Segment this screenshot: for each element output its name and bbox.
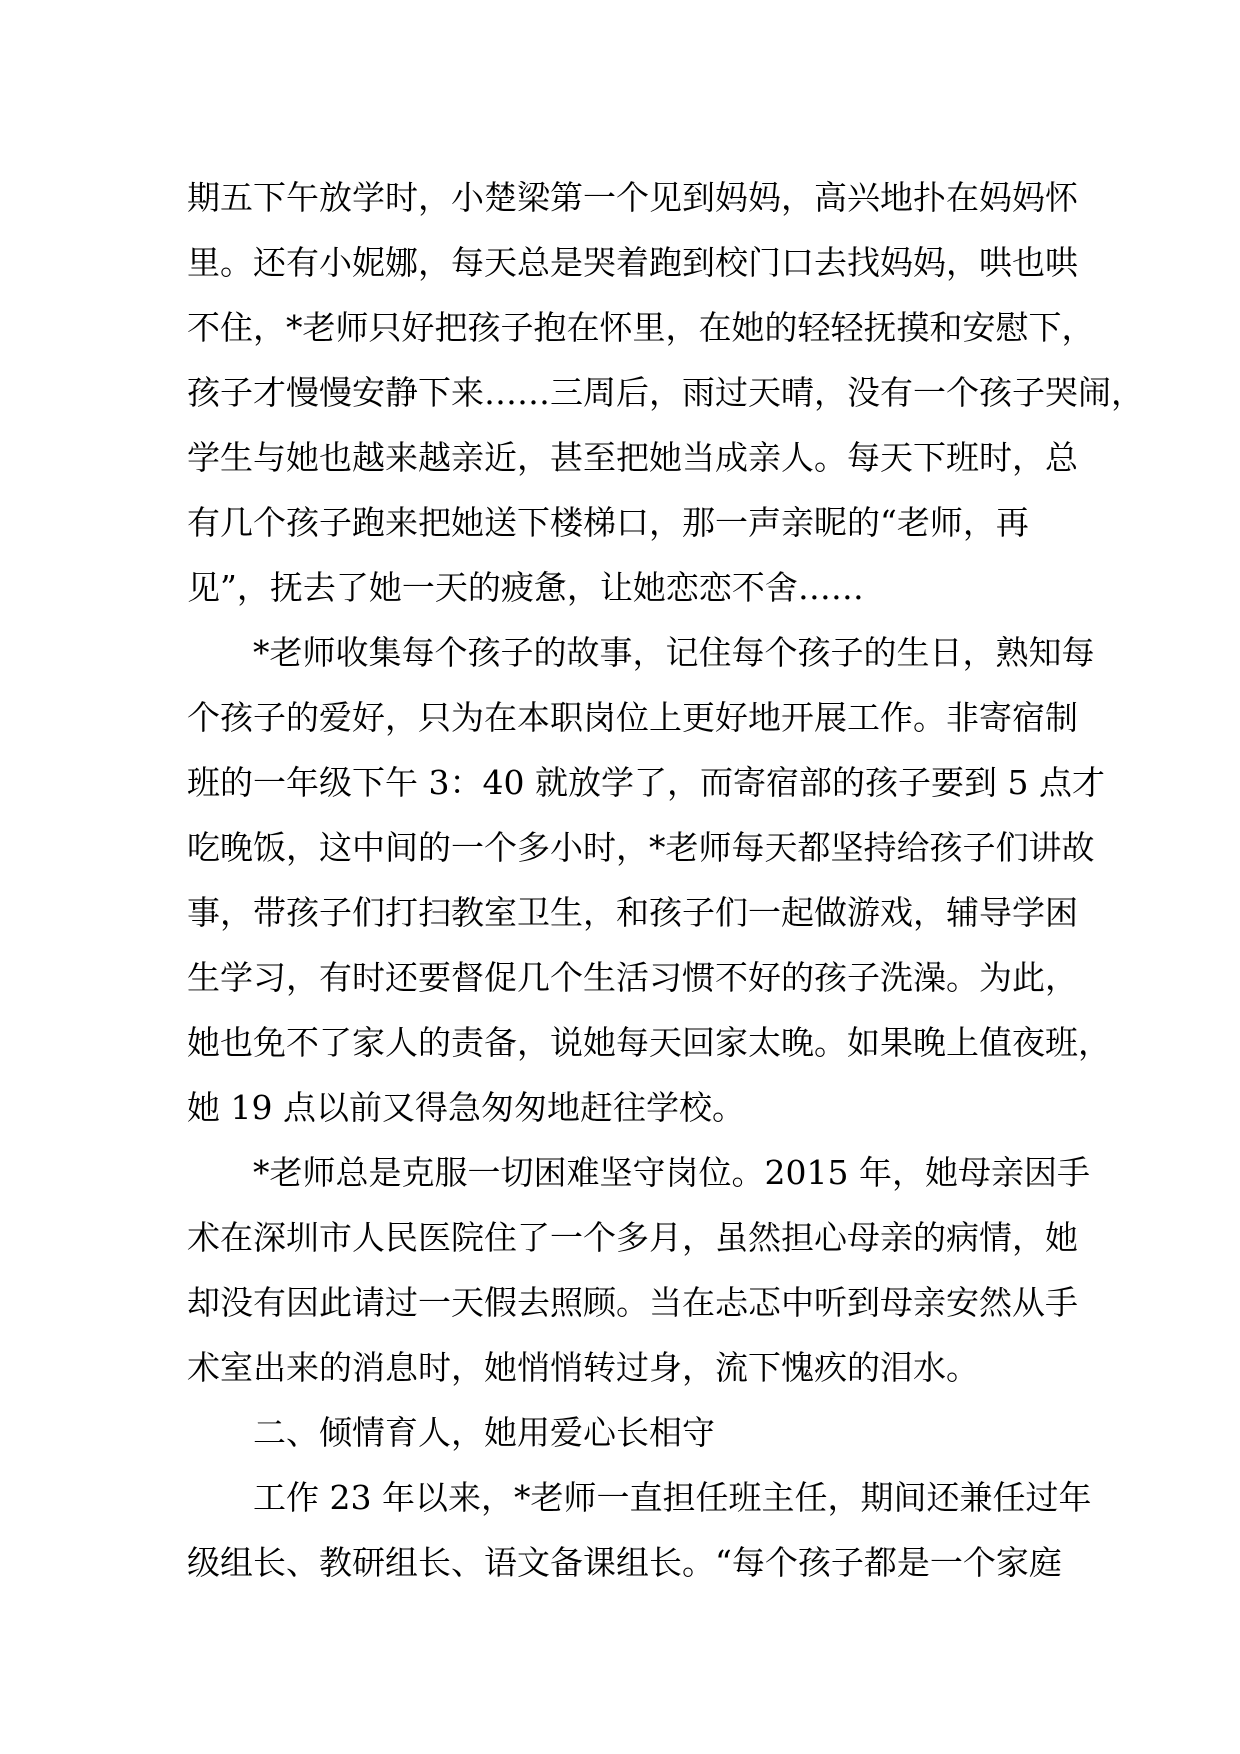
text-line: 孩子才慢慢安静下来……三周后，雨过天晴，没有一个孩子哭闹， (187, 373, 1144, 412)
text-line: 事，带孩子们打扫教室卫生，和孩子们一起做游戏，辅导学困 (187, 893, 1078, 932)
paragraph-start-line: 工作 23 年以来，*老师一直担任班主任，期间还兼任过年 (253, 1478, 1092, 1517)
text-line: 见”，抚去了她一天的疲惫，让她恋恋不舍…… (187, 568, 864, 607)
text-line: 她 19 点以前又得急匆匆地赶往学校。 (187, 1088, 745, 1127)
paragraph-start-line: *老师总是克服一切困难坚守岗位。2015 年，她母亲因手 (253, 1153, 1090, 1192)
text-line: 吃晚饭，这中间的一个多小时，*老师每天都坚持给孩子们讲故 (187, 828, 1095, 867)
text-line: 学生与她也越来越亲近，甚至把她当成亲人。每天下班时，总 (187, 438, 1078, 477)
text-line: 不住，*老师只好把孩子抱在怀里，在她的轻轻抚摸和安慰下， (187, 308, 1095, 347)
paragraph-start-line: *老师收集每个孩子的故事，记住每个孩子的生日，熟知每 (253, 633, 1095, 672)
text-line: 班的一年级下午 3：40 就放学了，而寄宿部的孩子要到 5 点才 (187, 763, 1105, 802)
text-line: 她也免不了家人的责备，说她每天回家太晚。如果晚上值夜班， (187, 1023, 1111, 1062)
text-line: 个孩子的爱好，只为在本职岗位上更好地开展工作。非寄宿制 (187, 698, 1078, 737)
text-line: 却没有因此请过一天假去照顾。当在忐忑中听到母亲安然从手 (187, 1283, 1078, 1322)
text-line: 级组长、教研组长、语文备课组长。“每个孩子都是一个家庭 (187, 1543, 1062, 1582)
text-line: 有几个孩子跑来把她送下楼梯口，那一声亲昵的“老师，再 (187, 503, 1029, 542)
text-line: 术室出来的消息时，她悄悄转过身，流下愧疚的泪水。 (187, 1348, 979, 1387)
document-body (187, 165, 1144, 1595)
text-line: 里。还有小妮娜，每天总是哭着跑到校门口去找妈妈，哄也哄 (187, 243, 1078, 282)
text-line: 术在深圳市人民医院住了一个多月，虽然担心母亲的病情，她 (187, 1218, 1078, 1257)
text-line: 期五下午放学时，小楚梁第一个见到妈妈，高兴地扑在妈妈怀 (187, 178, 1078, 217)
section-heading: 二、倾情育人，她用爱心长相守 (253, 1413, 715, 1452)
text-line: 生学习，有时还要督促几个生活习惯不好的孩子洗澡。为此， (187, 958, 1078, 997)
